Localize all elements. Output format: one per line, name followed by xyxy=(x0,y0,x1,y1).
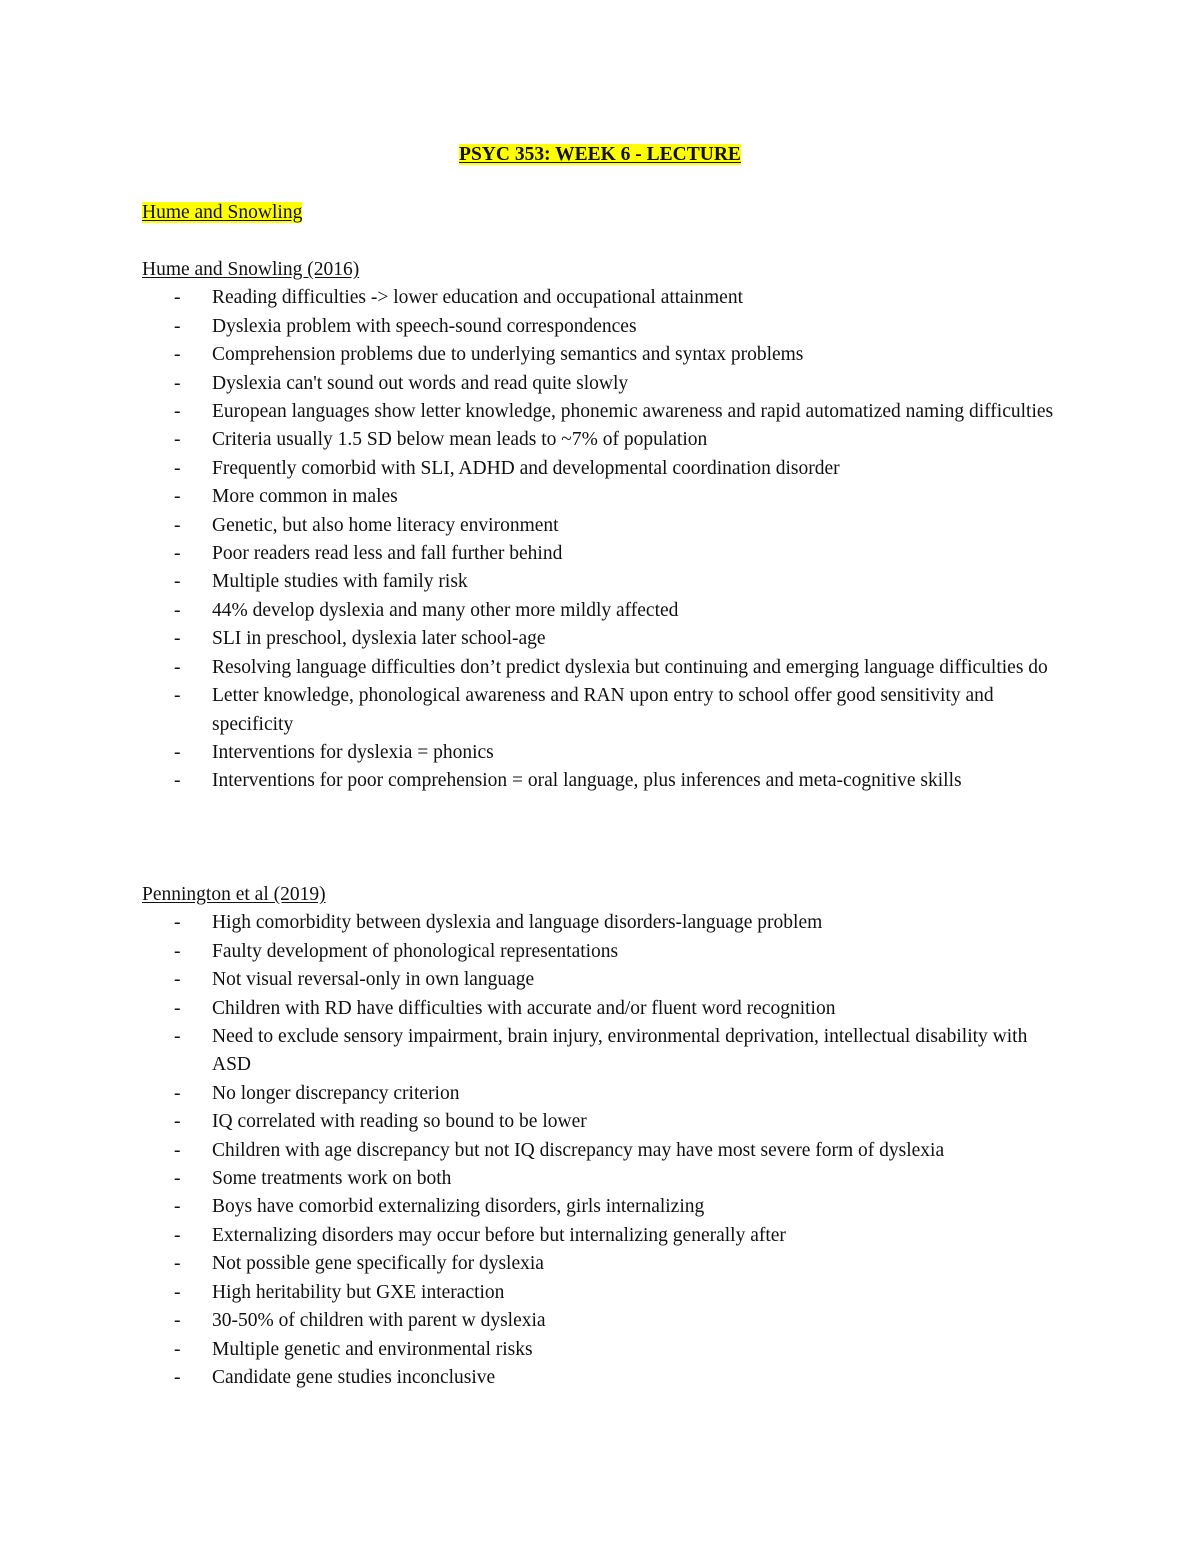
list-item-text: Boys have comorbid externalizing disorders, girls internalizing xyxy=(212,1196,705,1218)
bullet-dash-icon: - xyxy=(174,741,181,763)
list-item xyxy=(142,995,1062,1023)
list-item-text: High heritability but GXE interaction xyxy=(212,1281,505,1303)
bullet-dash-icon: - xyxy=(174,315,181,337)
list-item-text: Dyslexia can't sound out words and read quite slowly xyxy=(212,372,629,394)
bullet-dash-icon: - xyxy=(174,344,181,366)
list-item xyxy=(142,1307,1062,1335)
bullet-dash-icon: - xyxy=(174,1253,181,1275)
bullet-dash-icon: - xyxy=(174,1196,181,1218)
list-item-text: Interventions for dyslexia = phonics xyxy=(212,741,494,763)
bullet-dash-icon: - xyxy=(174,372,181,394)
list-item-text: Some treatments work on both xyxy=(212,1168,452,1190)
bullet-dash-icon: - xyxy=(174,656,181,678)
list-item xyxy=(142,568,1062,596)
bullet-dash-icon: - xyxy=(174,457,181,479)
list-item-text: Not visual reversal-only in own language xyxy=(212,969,535,991)
list-item-text: Reading difficulties -> lower education and occupational attainment xyxy=(212,287,744,309)
list-item-text: Interventions for poor comprehension = oral language, plus inferences and meta-cognitive skills xyxy=(212,770,962,792)
list-item xyxy=(142,1279,1062,1307)
bullet-dash-icon: - xyxy=(174,628,181,650)
bullet-list xyxy=(142,284,1062,795)
list-item xyxy=(142,1108,1062,1136)
list-item-text: 44% develop dyslexia and many other more mildly affected xyxy=(212,599,679,621)
list-item-text: Resolving language difficulties don’t predict dyslexia but continuing and emerging language difficulties do xyxy=(212,656,1048,678)
list-item-text: Multiple studies with family risk xyxy=(212,571,468,593)
list-item-text: Multiple genetic and environmental risks xyxy=(212,1338,533,1360)
bullet-dash-icon: - xyxy=(174,969,181,991)
list-item-text: Frequently comorbid with SLI, ADHD and developmental coordination disorder xyxy=(212,457,840,479)
list-item xyxy=(142,1023,1062,1080)
bullet-dash-icon: - xyxy=(174,940,181,962)
list-item-text: Not possible gene specifically for dyslexia xyxy=(212,1253,544,1275)
list-item-text: Need to exclude sensory impairment, brain injury, environmental deprivation, intellectual disability with ASD xyxy=(212,1026,1028,1076)
bullet-dash-icon: - xyxy=(174,1026,181,1048)
list-item xyxy=(142,1364,1062,1392)
list-item-text: Criteria usually 1.5 SD below mean leads to ~7% of population xyxy=(212,429,708,451)
page-title xyxy=(0,141,1200,169)
list-item xyxy=(142,284,1062,312)
list-item xyxy=(142,483,1062,511)
bullet-dash-icon: - xyxy=(174,912,181,934)
list-item-text: European languages show letter knowledge, phonemic awareness and rapid automatized naming difficulties xyxy=(212,401,1054,423)
list-item-text: IQ correlated with reading so bound to be lower xyxy=(212,1111,587,1133)
list-item xyxy=(142,1137,1062,1165)
bullet-dash-icon: - xyxy=(174,1111,181,1133)
list-item-text: SLI in preschool, dyslexia later school-age xyxy=(212,628,546,650)
bullet-dash-icon: - xyxy=(174,429,181,451)
list-item xyxy=(142,739,1062,767)
bullet-dash-icon: - xyxy=(174,1366,181,1388)
list-item xyxy=(142,909,1062,937)
bullet-dash-icon: - xyxy=(174,997,181,1019)
list-item-text: Candidate gene studies inconclusive xyxy=(212,1366,496,1388)
list-item xyxy=(142,1336,1062,1364)
list-item xyxy=(142,341,1062,369)
list-item xyxy=(142,370,1062,398)
bullet-dash-icon: - xyxy=(174,1139,181,1161)
list-item-text: Children with RD have difficulties with accurate and/or fluent word recognition xyxy=(212,997,836,1019)
list-item xyxy=(142,398,1062,426)
list-item xyxy=(142,1165,1062,1193)
list-item xyxy=(142,426,1062,454)
list-item xyxy=(142,966,1062,994)
list-item-text: Comprehension problems due to underlying semantics and syntax problems xyxy=(212,344,804,366)
list-item xyxy=(142,512,1062,540)
list-item xyxy=(142,455,1062,483)
list-item-text: Letter knowledge, phonological awareness and RAN upon entry to school offer good sensitivity and specificity xyxy=(212,685,994,735)
list-item xyxy=(142,1193,1062,1221)
list-item-text: Faulty development of phonological representations xyxy=(212,940,619,962)
notes-section-heading: Pennington et al (2019) xyxy=(142,884,326,905)
bullet-dash-icon: - xyxy=(174,599,181,621)
list-item xyxy=(142,1080,1062,1108)
list-item xyxy=(142,938,1062,966)
list-item-text: Dyslexia problem with speech-sound correspondences xyxy=(212,315,637,337)
list-item xyxy=(142,625,1062,653)
bullet-dash-icon: - xyxy=(174,1168,181,1190)
list-item xyxy=(142,682,1062,739)
list-item-text: High comorbidity between dyslexia and language disorders-language problem xyxy=(212,912,823,934)
list-item-text: Genetic, but also home literacy environment xyxy=(212,514,559,536)
list-item xyxy=(142,313,1062,341)
section-heading-text: Hume and Snowling xyxy=(142,202,303,223)
list-item xyxy=(142,1250,1062,1278)
section-heading xyxy=(142,199,302,227)
list-item-text: Externalizing disorders may occur before but internalizing generally after xyxy=(212,1224,786,1246)
bullet-list xyxy=(142,909,1062,1392)
bullet-dash-icon: - xyxy=(174,1224,181,1246)
bullet-dash-icon: - xyxy=(174,514,181,536)
bullet-dash-icon: - xyxy=(174,1338,181,1360)
list-item-text: Poor readers read less and fall further behind xyxy=(212,543,563,565)
notes-section-hume-snowling xyxy=(142,256,1062,796)
list-item xyxy=(142,540,1062,568)
page-title-text: PSYC 353: WEEK 6 - LECTURE xyxy=(459,144,741,165)
bullet-dash-icon: - xyxy=(174,287,181,309)
bullet-dash-icon: - xyxy=(174,1310,181,1332)
notes-section-heading: Hume and Snowling (2016) xyxy=(142,259,360,280)
list-item xyxy=(142,654,1062,682)
list-item xyxy=(142,1222,1062,1250)
list-item-text: No longer discrepancy criterion xyxy=(212,1082,460,1104)
bullet-dash-icon: - xyxy=(174,543,181,565)
list-item xyxy=(142,767,1062,795)
bullet-dash-icon: - xyxy=(174,1281,181,1303)
bullet-dash-icon: - xyxy=(174,401,181,423)
bullet-dash-icon: - xyxy=(174,685,181,707)
list-item-text: Children with age discrepancy but not IQ discrepancy may have most severe form of dyslexia xyxy=(212,1139,945,1161)
bullet-dash-icon: - xyxy=(174,770,181,792)
list-item xyxy=(142,597,1062,625)
list-item-text: More common in males xyxy=(212,486,398,508)
bullet-dash-icon: - xyxy=(174,1082,181,1104)
bullet-dash-icon: - xyxy=(174,486,181,508)
list-item-text: 30-50% of children with parent w dyslexia xyxy=(212,1310,546,1332)
bullet-dash-icon: - xyxy=(174,571,181,593)
notes-section-pennington xyxy=(142,881,1062,1392)
